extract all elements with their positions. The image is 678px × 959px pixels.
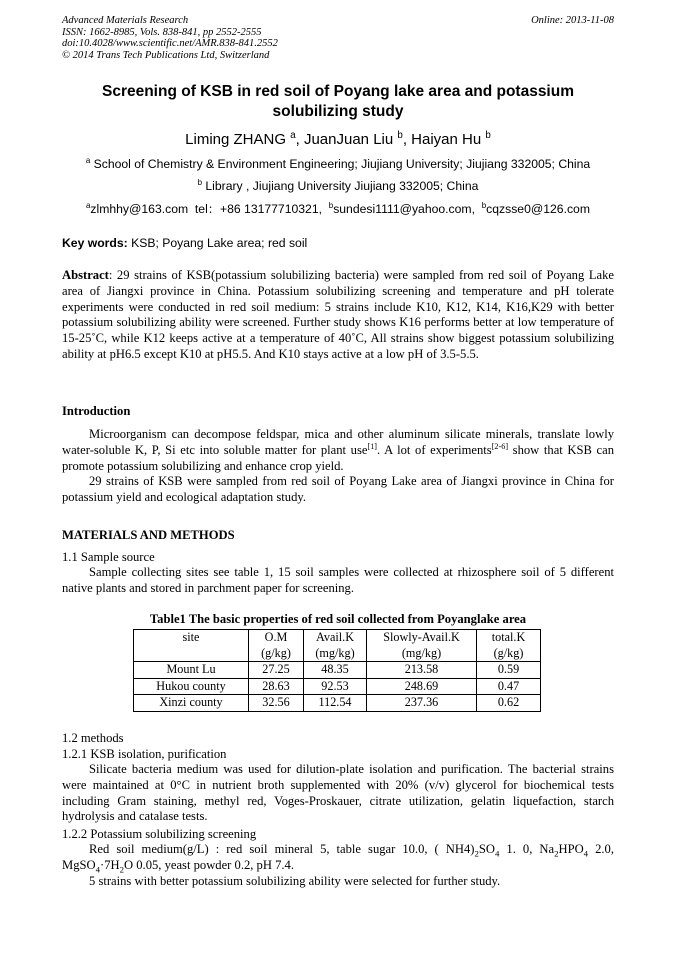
author-sup: b	[397, 130, 403, 141]
table-row	[134, 678, 541, 695]
table-cell: 237.36	[367, 695, 477, 712]
table-header-cell: Slowly-Avail.K (mg/kg)	[367, 630, 477, 662]
table-header-cell: total.K (g/kg)	[477, 630, 541, 662]
title-line-2: solubilizing study	[272, 103, 404, 120]
email-b1[interactable]: sundesi1111@yahoo.com,	[333, 202, 475, 216]
author-list: Liming ZHANG $^a$, JuanJuan Liu $^b$, Haiyan Hu $^b$	[185, 130, 491, 148]
table-cell: Xinzi county	[134, 695, 249, 712]
section-1-2-2-body	[62, 842, 614, 889]
journal-header	[62, 15, 278, 61]
tel-label: tel：	[194, 202, 220, 216]
section-1-2-1-body	[62, 762, 614, 825]
abstract-text: : 29 strains of KSB(potassium solubilizing bacteria) were sampled from red soil of Poyang Lake area of Jiangxi province in China. Potassium solubilizing screening and temperature and pH tolerate experiments were conducted in red soil medium: 5 strains include K10, K12, K14, K16,K29 with better potassium solubilizing ability were screened. Further study shows K16 performs better at low temperature of 15-25˚C, while K12 keeps active at a temperature of 40˚C, All strains show biggest potassium solubilizing ability at pH6.5 except K10 at pH5.5. And K10 stays active at a low pH of 3.5-5.5.	[62, 268, 614, 361]
affiliation-a	[62, 157, 614, 172]
section-1-1: 1.1 Sample source	[62, 550, 155, 564]
contact-sup: a	[86, 200, 91, 210]
table-caption: Table1 The basic properties of red soil collected from Poyanglake area	[149, 612, 527, 626]
author-sup: b	[485, 130, 491, 141]
section-1-2-1: 1.2.1 KSB isolation, purification	[62, 747, 227, 761]
affiliation-text: School of Chemistry & Environment Engineering; Jiujiang University; Jiujiang 332005; China	[93, 157, 591, 171]
doi-line: doi:10.4028/www.scientific.net/AMR.838-841.2552	[62, 38, 278, 49]
abstract	[62, 268, 614, 363]
table-header-cell: O.M (g/kg)	[249, 630, 304, 662]
email-a[interactable]: zlmhhy@163.com	[90, 202, 189, 216]
table-header-cell: Avail.K (mg/kg)	[304, 630, 367, 662]
medium-recipe: Red soil medium(g/L) : red soil mineral 5, table sugar 10.0, ( $NH4)_2SO_4$ 1. 0, $Na_2HPO_4$ 2.0, $MgSO_4\cdot 7H_2O$ 0.05, yeast powder 0.2, pH 7.4.	[62, 842, 614, 875]
contact-sup: b	[481, 200, 487, 210]
email-b2[interactable]: cqzsse0@126.com	[486, 202, 590, 216]
intro-text: . A lot of experiments	[377, 442, 492, 457]
introduction-body	[62, 427, 614, 506]
soil-properties-table	[133, 629, 541, 712]
copyright-line: © 2014 Trans Tech Publications Ltd, Switzerland	[62, 49, 270, 61]
abstract-label: Abstract	[62, 268, 109, 282]
online-date: Online: 2013-11-08	[531, 15, 614, 26]
author-name: Liming ZHANG	[185, 131, 287, 148]
table-cell: Mount Lu	[134, 662, 249, 679]
table-row	[134, 695, 541, 712]
table-cell: 92.53	[304, 678, 367, 695]
section-text: Sample collecting sites see table 1, 15 soil samples were collected at rhizosphere soil of 5 different native plants and stored in parchment paper for screening.	[62, 565, 614, 595]
contact-line	[62, 202, 614, 217]
table-header-cell: site	[134, 630, 249, 662]
author-name: Haiyan Hu	[411, 131, 482, 148]
table-cell: 248.69	[367, 678, 477, 695]
table-cell: 213.58	[367, 662, 477, 679]
section-text: Silicate bacteria medium was used for dilution-plate isolation and purification. The bacterial strains were maintained at 0°C in nutrient broth supplemented with 20% (v/v) glycerol for biochemical tests including Gram staining, methyl red, Voges-Proskauer, citrate utilization, gelatin liquefaction, starch hydrolysis and catalase tests.	[62, 762, 614, 824]
journal-name: Advanced Materials Research	[62, 15, 189, 26]
table-header-row	[134, 630, 541, 662]
table-cell: 0.59	[477, 662, 541, 679]
table-cell: 0.62	[477, 695, 541, 712]
affiliation-sup: b	[197, 177, 202, 187]
contact-sup: b	[328, 200, 334, 210]
table-cell: 48.35	[304, 662, 367, 679]
keywords-text: KSB; Poyang Lake area; red soil	[131, 236, 308, 250]
tel-number: +86 13177710321,	[219, 202, 322, 216]
section-text: 5 strains with better potassium solubilizing ability were selected for further study.	[89, 873, 501, 888]
paper-title	[62, 82, 614, 122]
author-sup: a	[290, 130, 296, 141]
affiliation-b	[62, 179, 614, 194]
intro-text: show that KSB can promote potassium solubilizing and enhance crop yield.	[62, 442, 614, 473]
table-cell: 27.25	[249, 662, 304, 679]
table-row	[134, 662, 541, 679]
table-cell: Hukou county	[134, 678, 249, 695]
methods-heading: MATERIALS AND METHODS	[62, 528, 235, 542]
affiliation-sup: a	[85, 155, 91, 165]
intro-paragraph-2: 29 strains of KSB were sampled from red soil of Poyang Lake area of Jiangxi province in China for potassium yield and ecological adaptation study.	[62, 474, 614, 505]
table-cell: 32.56	[249, 695, 304, 712]
intro-text: Microorganism can decompose feldspar, mica and other aluminum silicate minerals, translate lowly water-soluble K, P, Si etc into soluble matter for plant use	[62, 427, 614, 457]
introduction-heading: Introduction	[62, 404, 131, 418]
section-1-2: 1.2 methods	[62, 731, 124, 745]
table-cell: 28.63	[249, 678, 304, 695]
intro-paragraph-1	[62, 427, 614, 474]
author-name: JuanJuan Liu	[303, 131, 394, 148]
section-1-2-2: 1.2.2 Potassium solubilizing screening	[62, 827, 257, 841]
table-cell: 112.54	[304, 695, 367, 712]
title-line-1: Screening of KSB in red soil of Poyang lake area and potassium	[101, 83, 574, 100]
citation-ref: [2-6]	[491, 441, 509, 451]
table-cell: 0.47	[477, 678, 541, 695]
keywords-label: Key words:	[62, 236, 128, 250]
keywords	[62, 236, 307, 250]
issn-line: ISSN: 1662-8985, Vols. 838-841, pp 2552-2555	[62, 26, 262, 38]
citation-ref: [1]	[367, 441, 378, 451]
affiliation-text: Library , Jiujiang University Jiujiang 332005; China	[205, 179, 479, 193]
section-1-1-body	[62, 565, 614, 597]
